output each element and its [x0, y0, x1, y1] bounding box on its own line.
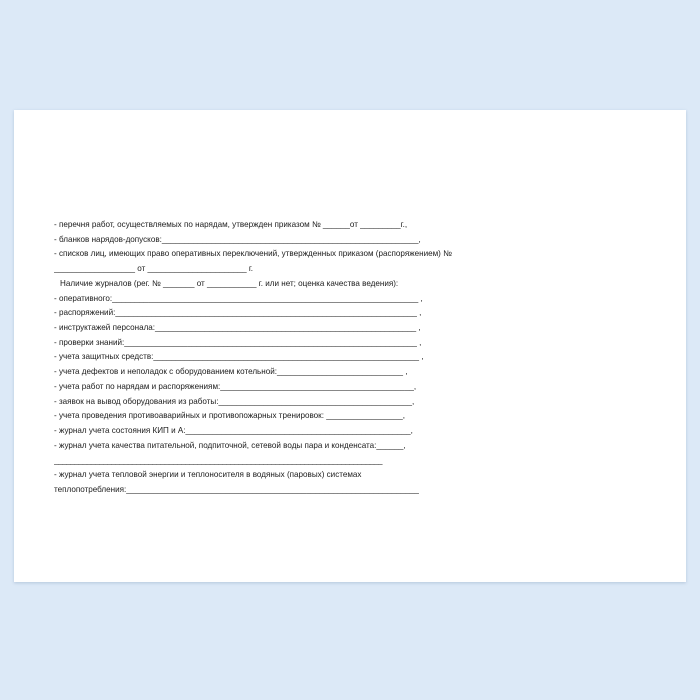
document-line: - списков лиц, имеющих право оперативных переключений, утвержденных приказом (распоряжением) № — [54, 249, 452, 259]
document-line: - бланков нарядов-допусков:_________________________________________________________, — [54, 234, 421, 244]
document-line: - журнал учета качества питательной, подпиточной, сетевой воды пара и конденсата:______, — [54, 440, 406, 450]
document-line: - перечня работ, осуществляемых по нарядам, утвержден приказом № ______от _________г., — [54, 220, 408, 229]
document-line: - проверки знаний:_________________________________________________________________ , — [54, 337, 422, 347]
document-line: теплопотребления:_________________________________________________________________ — [54, 484, 419, 494]
document-line: ________________________________________________________________________________ — [54, 455, 383, 465]
document-line: - учета работ по нарядам и распоряжениям:___________________________________________, — [54, 381, 417, 391]
document-line: __________________ от ______________________ г. — [54, 264, 254, 274]
document-line: - учета проведения противоаварийных и противопожарных тренировок: _________________, — [54, 411, 405, 421]
document-line: - заявок на вывод оборудования из работы:___________________________________________, — [54, 396, 415, 406]
document-line: - распоряжений:___________________________________________________________________ , — [54, 308, 422, 318]
document-line: - журнал учета состояния КИП и А:__________________________________________________, — [54, 426, 413, 436]
document-line: - инструктажей персонала:__________________________________________________________ , — [54, 323, 421, 333]
document-line: - учета дефектов и неполадок с оборудованием котельной:____________________________ , — [54, 367, 408, 377]
document-text-block — [54, 218, 654, 498]
document-line: - учета защитных средств:___________________________________________________________ , — [54, 352, 424, 362]
document-page — [14, 110, 686, 582]
document-line: Наличие журналов (рег. № _______ от ___________ г. или нет; оценка качества ведения): — [60, 278, 399, 288]
document-line: - журнал учета тепловой энергии и теплоносителя в водяных (паровых) системах — [54, 470, 362, 480]
document-line: - оперативного:____________________________________________________________________ , — [54, 293, 423, 303]
